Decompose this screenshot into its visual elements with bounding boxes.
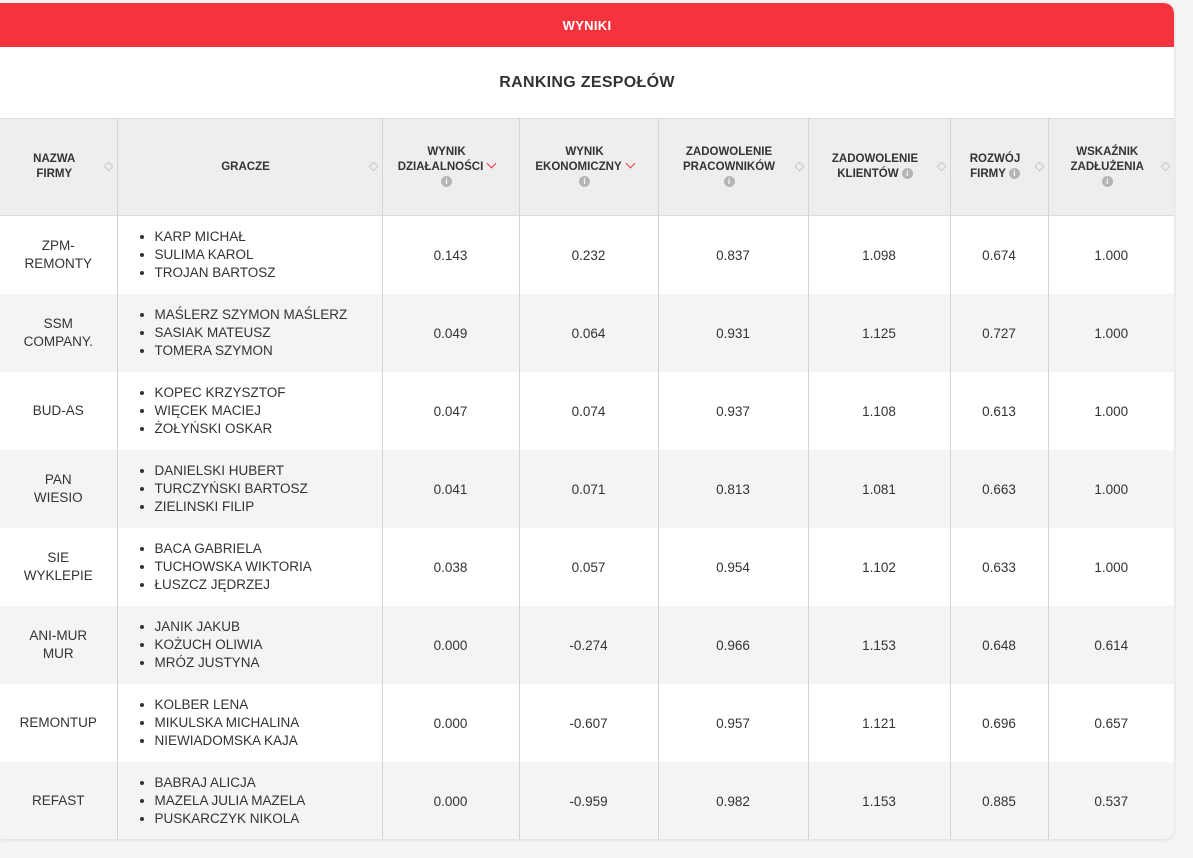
player-name: • KOŻUCH OLIWIA — [155, 636, 382, 654]
player-name: • KARP MICHAŁ — [155, 228, 382, 246]
table-row — [0, 216, 1174, 295]
column-header-economic[interactable]: WYNIK EKONOMICZNY i — [519, 119, 658, 216]
growth-value: 0.613 — [950, 372, 1048, 450]
economic-value: 0.071 — [519, 450, 658, 528]
employee-value: 0.957 — [658, 684, 808, 762]
debt-value: 0.657 — [1094, 715, 1129, 731]
company-name: MUR — [42, 646, 74, 661]
players-list — [118, 462, 382, 516]
activity-value: 0.049 — [382, 294, 519, 372]
players-list — [118, 618, 382, 672]
company-name-cell — [0, 762, 117, 839]
info-icon[interactable]: i — [441, 176, 452, 187]
economic-value: -0.607 — [519, 684, 658, 762]
ranking-table — [0, 118, 1174, 839]
table-row — [0, 528, 1174, 606]
client-value: 1.153 — [808, 606, 950, 684]
activity-value: 0.038 — [382, 528, 519, 606]
player-name: • ŁUSZCZ JĘDRZEJ — [155, 576, 382, 594]
economic-value: 0.074 — [519, 372, 658, 450]
results-card — [0, 3, 1174, 839]
employee-value: 0.837 — [658, 216, 808, 295]
growth-value: 0.696 — [950, 684, 1048, 762]
info-icon[interactable]: i — [1009, 168, 1020, 179]
player-name: • TUCHOWSKA WIKTORIA — [155, 558, 382, 576]
debt-value: 1.000 — [1094, 247, 1129, 263]
debt-value: 1.000 — [1094, 403, 1129, 419]
player-name: • BABRAJ ALICJA — [155, 774, 382, 792]
growth-value: 0.674 — [950, 216, 1048, 295]
company-name: SIE — [47, 550, 70, 565]
player-name: • ZIELINSKI FILIP — [155, 498, 382, 516]
info-icon[interactable]: i — [579, 176, 590, 187]
players-list — [118, 774, 382, 828]
player-name: • MRÓZ JUSTYNA — [155, 654, 382, 672]
info-icon[interactable]: i — [724, 176, 735, 187]
company-name: REFAST — [31, 793, 85, 808]
company-name-cell — [0, 372, 117, 450]
player-name: • SASIAK MATEUSZ — [155, 324, 382, 342]
company-name: PAN — [44, 472, 72, 487]
debt-value: 0.614 — [1048, 606, 1174, 684]
info-icon[interactable]: i — [1102, 176, 1113, 187]
activity-value: 0.143 — [382, 216, 519, 295]
players-cell — [117, 450, 382, 528]
company-name-cell — [0, 294, 117, 372]
sort-icon[interactable] — [794, 162, 804, 172]
column-header-players[interactable]: GRACZE — [117, 119, 382, 216]
growth-value: 0.648 — [950, 606, 1048, 684]
debt-value: 1.000 — [1094, 559, 1129, 575]
player-name: • KOLBER LENA — [155, 696, 382, 714]
column-header-client-satisfaction[interactable]: ZADOWOLENIE KLIENTÓW i — [808, 119, 950, 216]
company-name-cell — [0, 450, 117, 528]
column-header-growth[interactable]: ROZWÓJ FIRMY i — [950, 119, 1048, 216]
growth-value: 0.885 — [950, 762, 1048, 839]
sort-icon[interactable] — [368, 162, 378, 172]
player-name: • WIĘCEK MACIEJ — [155, 402, 382, 420]
table-row — [0, 606, 1174, 684]
players-list — [118, 384, 382, 438]
players-list — [118, 696, 382, 750]
company-name: REMONTY — [24, 256, 92, 271]
page-title: RANKING ZESPOŁÓW — [499, 73, 675, 91]
growth-value: 0.663 — [950, 450, 1048, 528]
table-row — [0, 684, 1174, 762]
chevron-down-icon[interactable] — [625, 158, 635, 168]
activity-value: 0.041 — [382, 450, 519, 528]
column-header-debt-ratio[interactable]: WSKAŹNIK ZADŁUŻENIA i — [1048, 119, 1174, 216]
player-name: • TOMERA SZYMON — [155, 342, 382, 360]
debt-value: 1.000 — [1048, 294, 1174, 372]
player-name: • MIKULSKA MICHALINA — [155, 714, 382, 732]
sort-icon[interactable] — [103, 162, 113, 172]
company-name: REMONTUP — [19, 715, 97, 730]
employee-value: 0.982 — [658, 762, 808, 839]
column-header-employee-satisfaction[interactable]: ZADOWOLENIE PRACOWNIKÓW i — [658, 119, 808, 216]
player-name: • KOPEC KRZYSZTOF — [155, 384, 382, 402]
table-row — [0, 450, 1174, 528]
client-value: 1.098 — [808, 216, 950, 295]
debt-value: 0.537 — [1048, 762, 1174, 839]
company-name: WIESIO — [33, 490, 83, 505]
table-body — [0, 216, 1174, 840]
players-cell — [117, 216, 382, 295]
sort-icon[interactable] — [936, 162, 946, 172]
client-value: 1.121 — [808, 684, 950, 762]
economic-value: 0.057 — [519, 528, 658, 606]
client-value: 1.081 — [808, 450, 950, 528]
company-name: COMPANY. — [23, 334, 93, 349]
players-list — [118, 306, 382, 360]
player-name: • DANIELSKI HUBERT — [155, 462, 382, 480]
players-cell — [117, 762, 382, 839]
employee-value: 0.966 — [658, 606, 808, 684]
players-list — [118, 540, 382, 594]
player-name: • TROJAN BARTOSZ — [155, 264, 382, 282]
players-cell — [117, 528, 382, 606]
growth-value: 0.633 — [950, 528, 1048, 606]
economic-value: 0.064 — [519, 294, 658, 372]
economic-value: -0.959 — [519, 762, 658, 839]
employee-value: 0.937 — [658, 372, 808, 450]
players-cell — [117, 606, 382, 684]
growth-value: 0.727 — [950, 294, 1048, 372]
company-name-cell — [0, 216, 117, 295]
activity-value: 0.000 — [382, 762, 519, 839]
economic-value: -0.274 — [519, 606, 658, 684]
activity-value: 0.000 — [382, 606, 519, 684]
player-name: • NIEWIADOMSKA KAJA — [155, 732, 382, 750]
column-header-name[interactable]: NAZWA FIRMY — [0, 119, 117, 216]
company-name: ZPM- — [41, 238, 75, 253]
company-name-cell — [0, 684, 117, 762]
player-name: • MAZELA JULIA MAZELA — [155, 792, 382, 810]
results-tab[interactable] — [0, 3, 1174, 47]
sort-icon[interactable] — [1161, 162, 1171, 172]
table-row — [0, 294, 1174, 372]
sort-icon[interactable] — [1034, 162, 1044, 172]
table-row — [0, 372, 1174, 450]
player-name: • SULIMA KAROL — [155, 246, 382, 264]
client-value: 1.153 — [808, 762, 950, 839]
client-value: 1.108 — [808, 372, 950, 450]
table-row — [0, 762, 1174, 839]
client-value: 1.125 — [808, 294, 950, 372]
client-value: 1.102 — [808, 528, 950, 606]
economic-value: 0.232 — [519, 216, 658, 295]
player-name: • MAŚLERZ SZYMON MAŚLERZ — [155, 306, 382, 324]
player-name: • JANIK JAKUB — [155, 618, 382, 636]
activity-value: 0.000 — [382, 684, 519, 762]
company-name-cell — [0, 528, 117, 606]
chevron-down-icon[interactable] — [487, 158, 497, 168]
employee-value: 0.813 — [658, 450, 808, 528]
player-name: • ŻOŁYŃSKI OSKAR — [155, 420, 382, 438]
company-name: ANI-MUR — [29, 628, 88, 643]
company-name: BUD-AS — [32, 403, 84, 418]
table-header-row — [0, 119, 1174, 216]
players-cell — [117, 372, 382, 450]
company-name: SSM — [43, 316, 73, 331]
company-name: WYKLEPIE — [23, 568, 93, 583]
column-header-activity[interactable]: WYNIK DZIAŁALNOŚCI i — [382, 119, 519, 216]
players-cell — [117, 684, 382, 762]
player-name: • BACA GABRIELA — [155, 540, 382, 558]
players-cell — [117, 294, 382, 372]
players-list — [118, 228, 382, 282]
activity-value: 0.047 — [382, 372, 519, 450]
player-name: • PUSKARCZYK NIKOLA — [155, 810, 382, 828]
employee-value: 0.954 — [658, 528, 808, 606]
company-name-cell — [0, 606, 117, 684]
results-title: WYNIKI — [562, 17, 612, 33]
info-icon[interactable]: i — [902, 168, 913, 179]
employee-value: 0.931 — [658, 294, 808, 372]
debt-value: 1.000 — [1048, 450, 1174, 528]
player-name: • TURCZYŃSKI BARTOSZ — [155, 480, 382, 498]
